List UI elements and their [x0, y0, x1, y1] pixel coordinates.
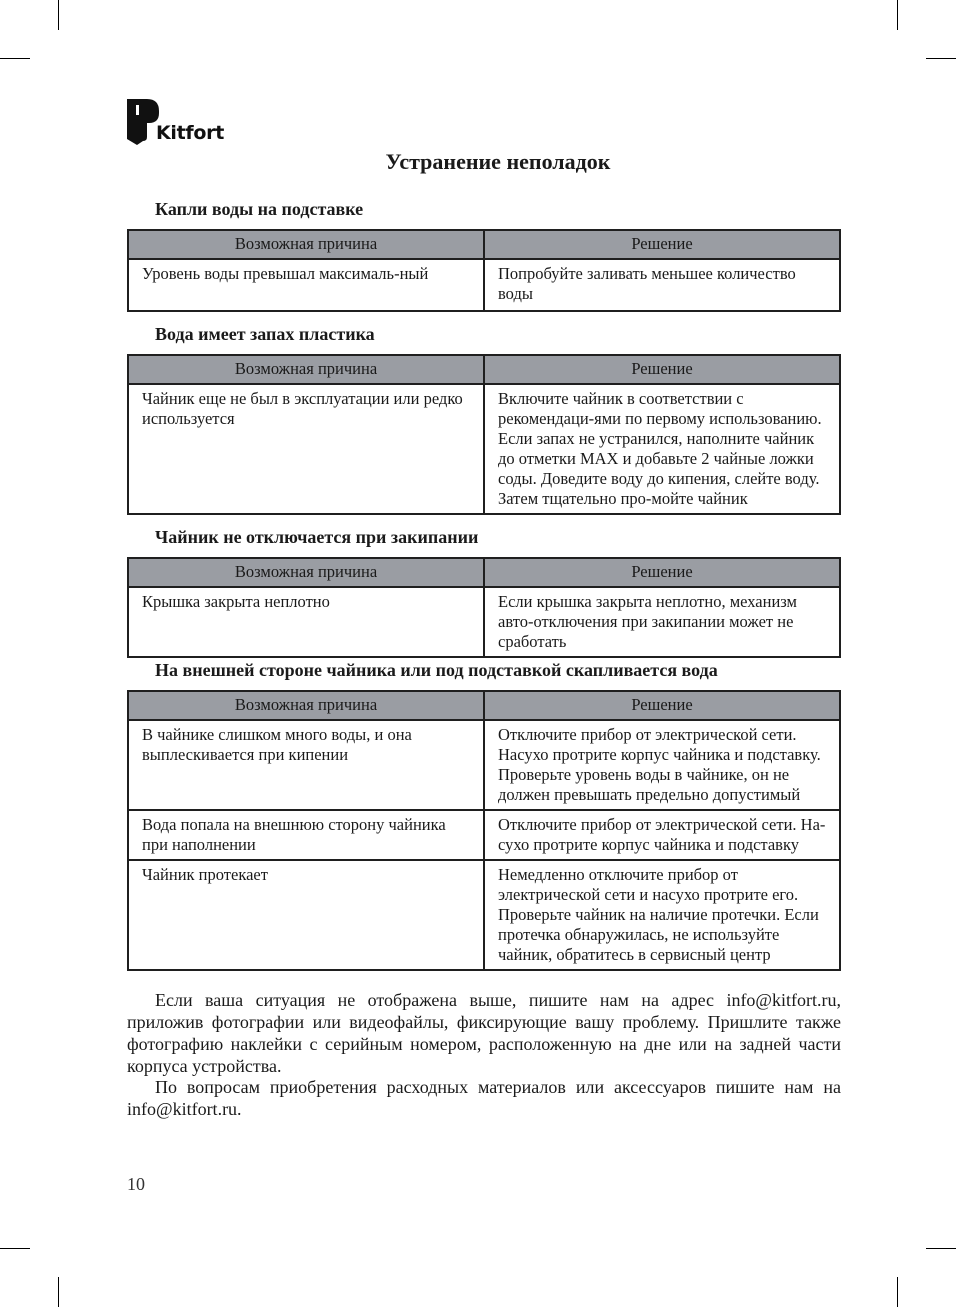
brand-name: Kitfort [156, 122, 224, 144]
header-solution: Решение [484, 355, 840, 384]
crop-mark [926, 1248, 956, 1249]
crop-mark [897, 0, 898, 30]
table-row [128, 860, 840, 970]
solution-cell: Включите чайник в соответствии с рекомендаци-ями по первому использованию. Если запах не устранился, наполните чайник до отметки MAX и добавьте 2 чайные ложки соды. Доведите воду до кипения, слейте воду. Затем тщательно про-мойте чайник [484, 384, 840, 514]
contact-paragraph: Если ваша ситуация не отображена выше, пишите нам на адрес info@kitfort.ru, приложив фотографии или видеофайлы, фиксирующие вашу проблему. Пришлите также фотографию наклейки с серийным номером, расположенную на дне или на задней части корпуса устройства. [127, 990, 841, 1076]
solution-cell: Отключите прибор от электрической сети. Насухо протрите корпус чайника и подставку. Проверьте уровень воды в чайнике, он не должен превышать предельно допустимый [484, 720, 840, 810]
crop-mark [897, 1277, 898, 1307]
accessories-paragraph: По вопросам приобретения расходных материалов или аксессуаров пишите нам на info@kitfort.ru. [127, 1077, 841, 1119]
cause-cell: Уровень воды превышал максималь-ный [128, 259, 484, 311]
section-water-drops [127, 198, 841, 312]
section-water-outside [127, 659, 841, 971]
cause-cell: Чайник протекает [128, 860, 484, 970]
crop-mark [926, 58, 956, 59]
solution-cell: Попробуйте заливать меньшее количество воды [484, 259, 840, 311]
troubleshooting-table [127, 557, 841, 658]
page-number: 10 [127, 1174, 145, 1194]
section-plastic-smell [127, 323, 841, 515]
section-heading: Вода имеет запах пластика [155, 324, 375, 344]
table-row [128, 384, 840, 514]
header-solution: Решение [484, 691, 840, 720]
table-row [128, 587, 840, 657]
table-row [128, 720, 840, 810]
cause-cell: Крышка закрыта неплотно [128, 587, 484, 657]
header-solution: Решение [484, 558, 840, 587]
troubleshooting-table [127, 229, 841, 312]
section-heading: Капли воды на подставке [155, 199, 364, 219]
table-row [128, 259, 840, 311]
header-cause: Возможная причина [128, 691, 484, 720]
section-heading: Чайник не отключается при закипании [155, 527, 479, 547]
solution-cell: Немедленно отключите прибор от электрической сети и насухо протрите его. Проверьте чайник на наличие протечки. Если протечка обнаружилась, не используйте чайник, обратитесь в сервисный центр [484, 860, 840, 970]
troubleshooting-table [127, 690, 841, 971]
table-row [128, 810, 840, 860]
section-heading: На внешней стороне чайника или под подставкой скапливается вода [155, 660, 718, 680]
troubleshooting-table [127, 354, 841, 515]
cause-cell: Вода попала на внешнюю сторону чайника при наполнении [128, 810, 484, 860]
crop-mark [0, 1248, 30, 1249]
cause-cell: Чайник еще не был в эксплуатации или редко используется [128, 384, 484, 514]
header-cause: Возможная причина [128, 355, 484, 384]
crop-mark [58, 0, 59, 30]
brand-logo [127, 99, 237, 149]
cause-cell: В чайнике слишком много воды, и она выплескивается при кипении [128, 720, 484, 810]
page-title: Устранение неполадок [385, 149, 611, 174]
header-cause: Возможная причина [128, 230, 484, 259]
header-cause: Возможная причина [128, 558, 484, 587]
header-solution: Решение [484, 230, 840, 259]
solution-cell: Отключите прибор от электрической сети. На-сухо протрите корпус чайника и подставку [484, 810, 840, 860]
crop-mark [0, 58, 30, 59]
crop-mark [58, 1277, 59, 1307]
section-no-auto-off [127, 526, 841, 658]
solution-cell: Если крышка закрыта неплотно, механизм авто-отключения при закипании может не сработать [484, 587, 840, 657]
